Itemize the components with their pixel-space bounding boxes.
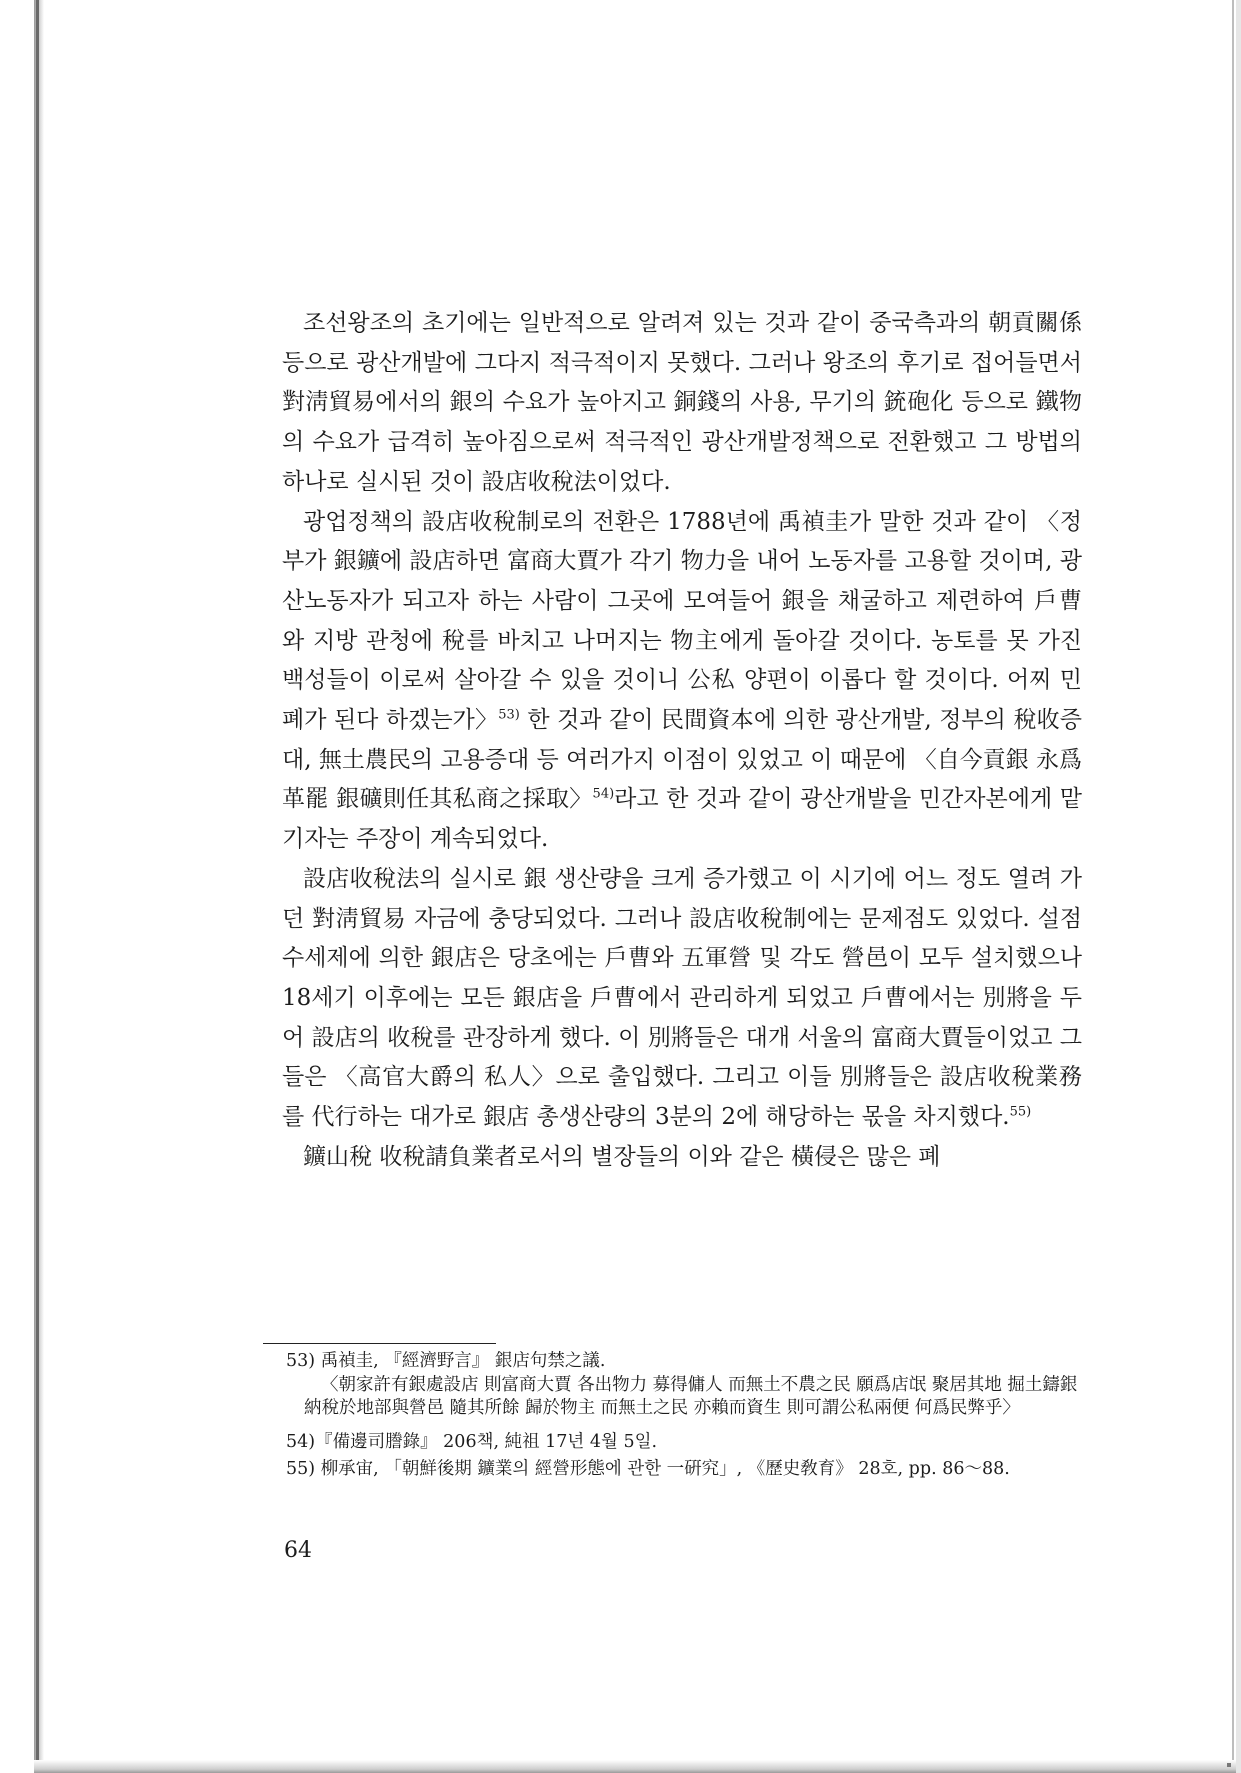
page-number: 64	[284, 1538, 312, 1563]
footnote-54-text: 『備邊司謄錄』 206책, 純祖 17년 4월 5일.	[315, 1431, 658, 1452]
footnote-53-quote: 〈朝家許有銀處設店 則富商大賈 各出物力 募得傭人 而無土不農之民 願爲店氓 聚居其地 掘土鑄銀 納稅於地部與營邑 隨其所餘 歸於物主 而無土之民 亦賴而資生 則可謂公私兩便 何爲民弊乎〉	[304, 1374, 1078, 1418]
footnote-53	[286, 1350, 1086, 1374]
footnote-divider	[263, 1343, 496, 1344]
paragraph-4: 鑛山稅 收稅請負業者로서의 별장들의 이와 같은 橫侵은 많은 폐	[303, 1143, 941, 1170]
footnote-53-label: 53)	[286, 1351, 316, 1371]
footnote-ref-53: 53)	[498, 707, 520, 723]
paragraph-2	[282, 503, 1082, 860]
footnote-54	[286, 1431, 1086, 1455]
footnotes	[286, 1350, 1086, 1482]
footnote-ref-55: 55)	[1009, 1104, 1032, 1120]
page-corner-mark	[1227, 1763, 1231, 1767]
page-edge-bottom	[34, 1760, 1236, 1773]
paragraph-2-text: 광업정책의 設店收稅制로의 전환은 1788년에 禹禎圭가 말한 것과 같이 〈정부가 銀鑛에 設店하면 富商大賈가 각기 物力을 내어 노동자를 고용할 것이며, 광산노동자가 되고자 하는 사람이 그곳에 모여들어 銀을 채굴하고 제련하여 戶曹와 지방 관청에 稅를 바치고 나머지는 物主에게 돌아갈 것이다. 농토를 못 가진 백성들이 이로써 살아갈 수 있을 것이니 公私 양편이 이롭다 할 것이다. 어찌 민폐가 된다 하겠는가〉	[282, 508, 1082, 734]
paragraph-3	[282, 860, 1082, 1138]
page-edge-line	[36, 0, 39, 1773]
footnote-53-text: 禹禎圭, 『經濟野言』 銀店句禁之議.	[320, 1351, 606, 1371]
footnote-54-label: 54)	[286, 1431, 316, 1452]
body-text	[282, 304, 1082, 1177]
paragraph-2-end: 라고 한 것과 같이 광산개발을 민간자본에게 맡기자는 주장이 계속되었다.	[282, 786, 1082, 853]
footnote-55	[286, 1458, 1086, 1482]
paragraph-2-continued: 한 것과 같이 民間資本에 의한 광산개발, 정부의 稅收증대, 無土農民의 고용증대 등 여러가지 이점이 있었고 이 때문에 〈自今貢銀 永爲革罷 銀礦則任其私商之採取〉	[282, 707, 1083, 813]
footnote-ref-54: 54)	[592, 786, 615, 802]
paragraph-1: 조선왕조의 초기에는 일반적으로 알려져 있는 것과 같이 중국측과의 朝貢關係 등으로 광산개발에 그다지 적극적이지 못했다. 그러나 왕조의 후기로 접어들면서 對淸貿易에서의 銀의 수요가 높아지고 銅錢의 사용, 무기의 銃砲化 등으로 鐵物의 수요가 급격히 높아짐으로써 적극적인 광산개발정책으로 전환했고 그 방법의 하나로 실시된 것이 設店收稅法이었다.	[282, 310, 1082, 495]
paragraph-3-text: 設店收稅法의 실시로 銀 생산량을 크게 증가했고 이 시기에 어느 정도 열려 가던 對淸貿易 자금에 충당되었다. 그러나 設店收稅制에는 문제점도 있었다. 설점수세제에 의한 銀店은 당초에는 戶曹와 五軍營 및 각도 營邑이 모두 설치했으나 18세기 이후에는 모든 銀店을 戶曹에서 관리하게 되었고 戶曹에서는 別將을 두어 設店의 收稅를 관장하게 했다. 이 別將들은 대개 서울의 富商大賈들이었고 그들은 〈高官大爵의 私人〉으로 출입했다. 그리고 이들 別將들은 設店收稅業務를 代行하는 대가로 銀店 총생산량의 3분의 2에 해당하는 몫을 차지했다.	[282, 865, 1082, 1131]
footnote-55-label: 55)	[286, 1459, 316, 1479]
footnote-55-text: 柳承宙, 「朝鮮後期 鑛業의 經營形態에 관한 一硏究」, 《歷史敎育》 28호, pp. 86～88.	[320, 1459, 1010, 1479]
page-edge-right-outer	[1236, 0, 1241, 1773]
page-edge-right	[1232, 0, 1234, 1773]
